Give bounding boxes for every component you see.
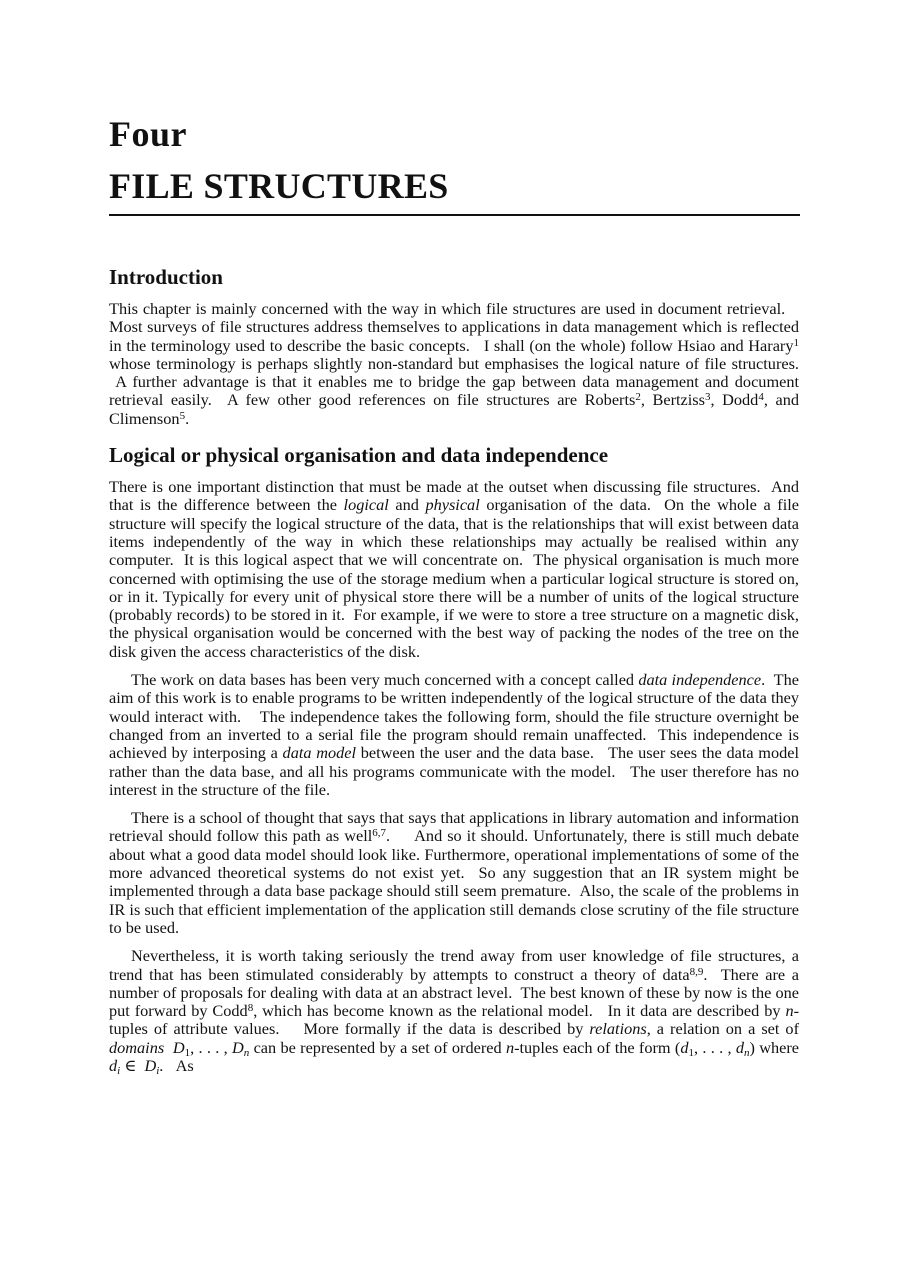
section-heading-introduction: Introduction — [109, 265, 223, 289]
body-paragraph: The work on data bases has been very much concerned with a concept called data independence. The aim of this work is to enable programs to be written independently of the logical structure of the data they would interact with. The independence takes the following form, should the file structure overnight be changed from an inverted to a serial file the program should remain unaffected. This independence is achieved by interposing a data model between the user and the data base. The user sees the data model rather than the data base, and all his programs communicate with the model. The user therefore has no interest in the structure of the file. — [109, 670, 799, 799]
title-rule — [109, 214, 800, 216]
chapter-number: Four — [109, 114, 187, 154]
body-paragraph: There is a school of thought that says that says that applications in library automation and information retrieval should follow this path as well$^{6,7}$. And so it should. Unfortunately, there is still much debate about what a good data model should look like. Furthermore, operational implementations of some of the more advanced theoretical systems do not exist yet. So any suggestion that an IR system might be implemented through a data base package should still seem premature. Also, the scale of the problems in IR is such that efficient implementation of the application still demands close scrutiny of the file structure to be used. — [109, 808, 799, 937]
chapter-body — [109, 264, 799, 1085]
body-paragraph: There is one important distinction that must be made at the outset when discussing file structures. And that is the difference between the logical and physical organisation of the data. On the whole a file structure will specify the logical structure of the data, that is the relationships that will exist between data items independently of the way in which these relationships may actually be realised within any computer. It is this logical aspect that we will concentrate on. The physical organisation is much more concerned with optimising the use of the storage medium when a particular logical structure is stored on, or in it. Typically for every unit of physical store there will be a number of units of the logical structure (probably records) to be stored in it. For example, if we were to store a tree structure on a magnetic disk, the physical organisation would be concerned with the best way of packing the nodes of the tree on the disk given the access characteristics of the disk. — [109, 477, 799, 661]
body-paragraph: Nevertheless, it is worth taking seriously the trend away from user knowledge of file structures, a trend that has been stimulated considerably by attempts to construct a theory of data$^{8,9}$. There are a number of proposals for dealing with data at an abstract level. The best known of these by now is the one put forward by Codd$^8$, which has become known as the relational model. In it data are described by n-tuples of attribute values. More formally if the data is described by relations, a relation on a set of domains $D_1$, . . . , $D_n$ can be represented by a set of ordered n-tuples each of the form ($d_1$, . . . , $d_n$) where $d_i$ ∈ $D_i$. As — [109, 946, 800, 1077]
chapter-title: FILE STRUCTURES — [109, 166, 449, 206]
section-heading-logical-physical: Logical or physical organisation and data independence — [109, 443, 609, 468]
intro-paragraph: This chapter is mainly concerned with the way in which file structures are used in document retrieval. Most surveys of file structures address themselves to applications in data management which is reflected in the terminology used to describe the basic concepts. I shall (on the whole) follow Hsiao and Harary$^1$ whose terminology is perhaps slightly non-standard but emphasises the logical nature of file structures. A further advantage is that it enables me to bridge the gap between data management and document retrieval easily. A few other good references on file structures are Roberts$^2$, Bertziss$^3$, Dodd$^4$, and Climenson$^5$. — [109, 299, 800, 428]
